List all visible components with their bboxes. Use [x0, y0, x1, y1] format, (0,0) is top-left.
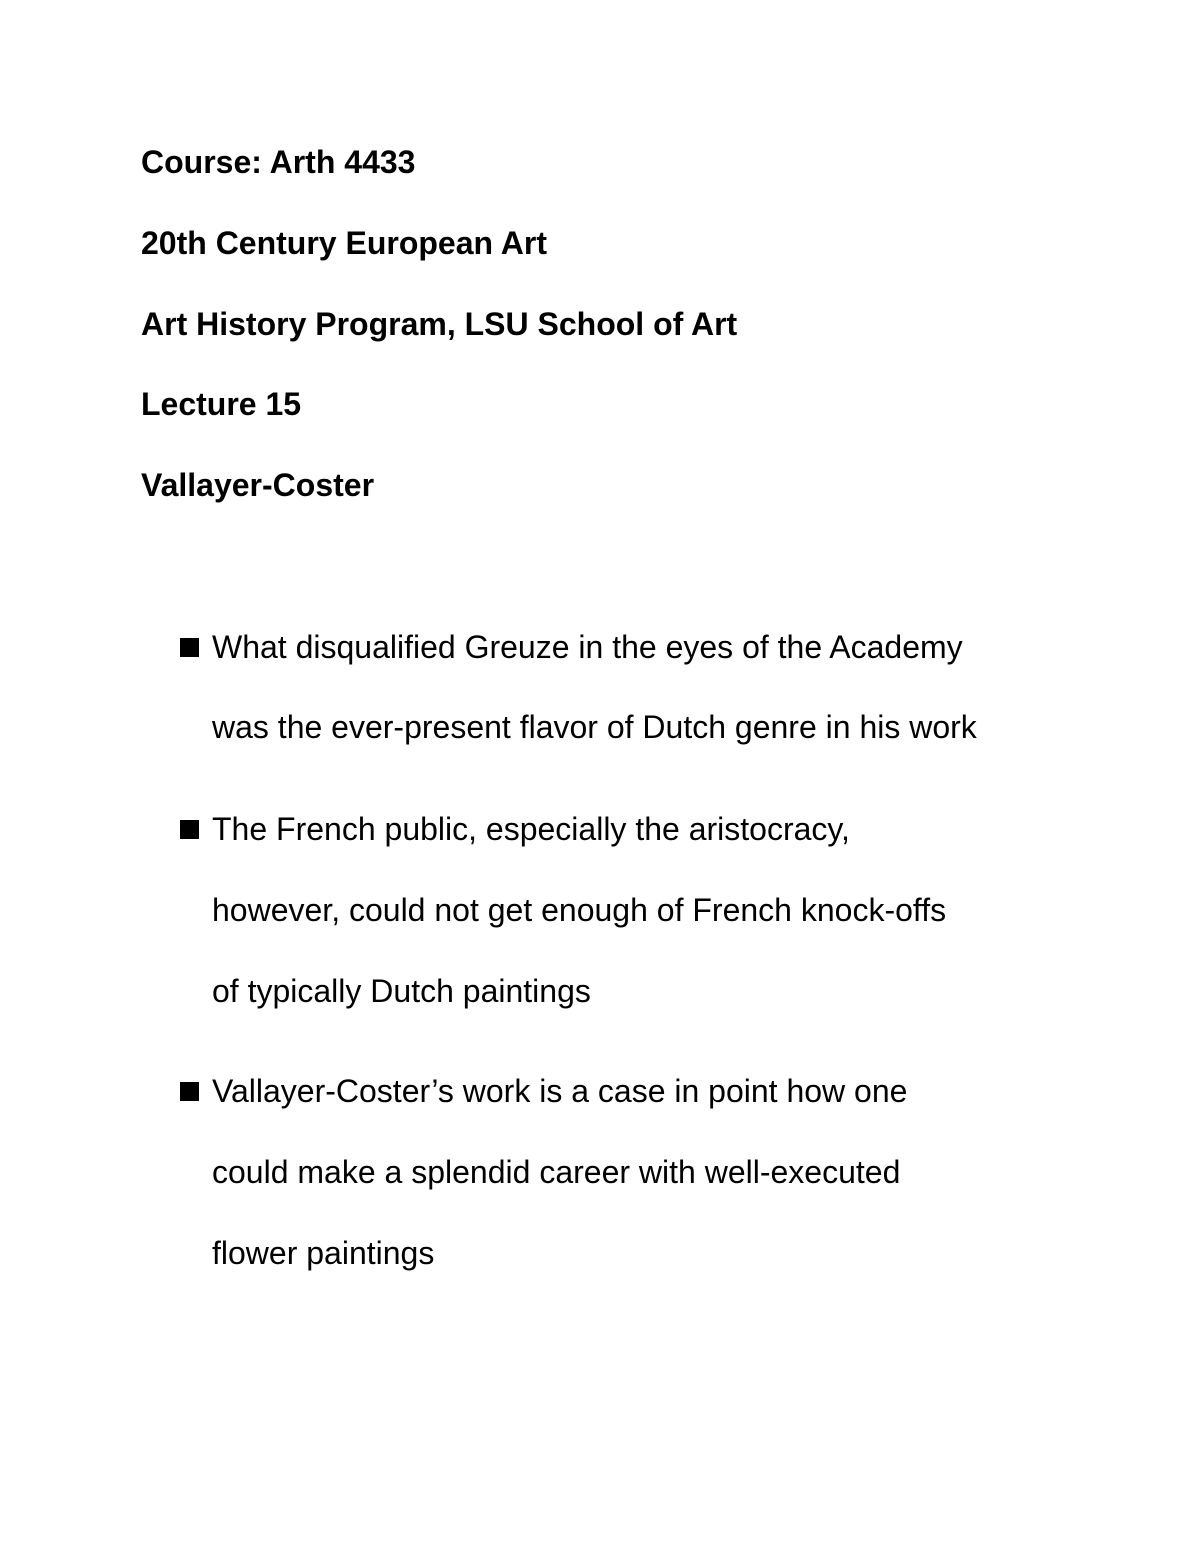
course-title: 20th Century European Art: [141, 225, 547, 261]
square-bullet-icon: [180, 638, 199, 657]
bullet-text-line: The French public, especially the aristocracy,: [212, 811, 850, 847]
lecture-number: Lecture 15: [141, 386, 302, 422]
bullet-text-line: however, could not get enough of French knock-offs: [212, 892, 947, 928]
square-bullet-icon: [180, 820, 199, 839]
bullet-text-line: could make a splendid career with well-executed: [212, 1154, 901, 1190]
bullet-text-line: was the ever-present flavor of Dutch genre in his work: [212, 709, 977, 745]
bullet-text-line: flower paintings: [212, 1235, 435, 1271]
bullet-text-line: What disqualified Greuze in the eyes of the Academy: [212, 629, 963, 665]
square-bullet-icon: [180, 1082, 199, 1101]
course-code: Course: Arth 4433: [141, 144, 416, 180]
bullet-text-line: Vallayer-Coster’s work is a case in point how one: [212, 1073, 908, 1109]
lecture-topic: Vallayer-Coster: [141, 467, 375, 503]
bullet-text-line: of typically Dutch paintings: [212, 973, 591, 1009]
program-name: Art History Program, LSU School of Art: [141, 306, 738, 342]
